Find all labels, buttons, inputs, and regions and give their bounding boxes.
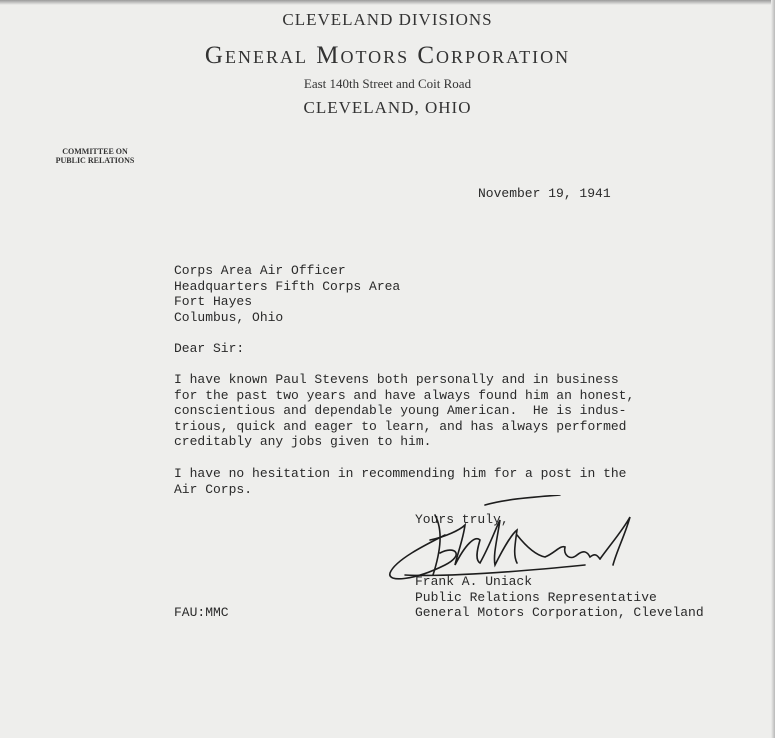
paragraph-1 bbox=[174, 372, 634, 450]
address-line: Headquarters Fifth Corps Area bbox=[174, 278, 401, 294]
reference-initials: FAU:MMC bbox=[174, 605, 229, 620]
paragraph-2 bbox=[174, 466, 626, 497]
letterhead-street: East 140th Street and Coit Road bbox=[303, 76, 472, 91]
letterhead-company: General Motors Corporation bbox=[204, 42, 571, 69]
committee-line: PUBLIC RELATIONS bbox=[55, 156, 135, 165]
body-line: I have no hesitation in recommending him for a post in the bbox=[174, 466, 627, 481]
letterhead-division: CLEVELAND DIVISIONS bbox=[282, 10, 493, 29]
body-line: conscientious and dependable young American. He is indus- bbox=[174, 403, 627, 419]
salutation: Dear Sir: bbox=[174, 341, 245, 356]
recipient-address bbox=[174, 263, 400, 325]
committee-line: COMMITTEE ON bbox=[62, 147, 128, 156]
body-line: trious, quick and eager to learn, and has always performed bbox=[174, 418, 627, 434]
scan-edge bbox=[0, 0, 775, 5]
signer-organization: General Motors Corporation, Cleveland bbox=[415, 605, 704, 621]
committee-label bbox=[40, 147, 150, 165]
address-line: Columbus, Ohio bbox=[174, 309, 284, 325]
closing: Yours truly, bbox=[415, 512, 509, 527]
address-line: Fort Hayes bbox=[174, 294, 253, 310]
address-line: Corps Area Air Officer bbox=[174, 263, 346, 278]
body-line: creditably any jobs given to him. bbox=[174, 434, 432, 450]
letter-date: November 19, 1941 bbox=[478, 186, 611, 201]
signature-block bbox=[415, 574, 704, 621]
letterhead-city: CLEVELAND, OHIO bbox=[303, 98, 472, 117]
signer-name: Frank A. Uniack bbox=[415, 574, 533, 589]
body-line: for the past two years and have always found him an honest, bbox=[174, 387, 635, 403]
body-line: I have known Paul Stevens both personally and in business bbox=[174, 372, 619, 387]
body-line: Air Corps. bbox=[174, 481, 253, 497]
signer-title: Public Relations Representative bbox=[415, 589, 657, 605]
